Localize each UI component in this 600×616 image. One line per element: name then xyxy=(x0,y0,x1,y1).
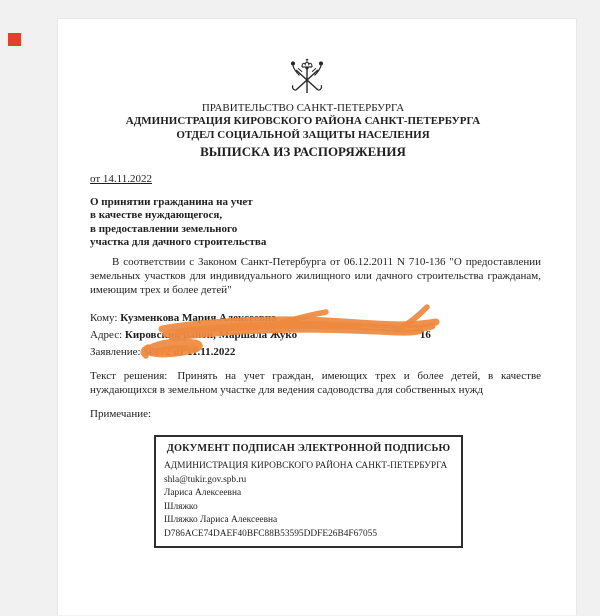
address-redacted: Маршала Жуко xyxy=(218,329,298,341)
recipient-label: Кому: xyxy=(90,312,118,324)
header-government-line: ПРАВИТЕЛЬСТВО САНКТ-ПЕТЕРБУРГА xyxy=(201,102,405,114)
decision-paragraph xyxy=(90,370,541,398)
header-department-line: ОТДЕЛ СОЦИАЛЬНОЙ ЗАЩИТЫ НАСЕЛЕНИЯ xyxy=(176,128,430,141)
signature-full-name: Шляжко Лариса Алексеевна xyxy=(164,515,278,525)
document-date: от 14.11.2022 xyxy=(90,173,153,185)
intro-paragraph: В соответствии с Законом Санкт-Петербурга от 06.12.2011 N 710-136 "О предоставлении земельных участков для индивидуального жилищного или дачного строительства гражданам, имеющим трех и более детей" xyxy=(90,256,541,296)
signature-certificate-hash: D786ACE74DAEF40BFC88B53595DDFE26B4F67055 xyxy=(164,528,378,539)
subject-line: в качестве нуждающегося, xyxy=(90,209,223,222)
application-number-redacted: 017 xyxy=(148,346,166,358)
recipient-line xyxy=(90,312,277,324)
subject-line: в предоставлении земельного xyxy=(90,222,238,235)
subject-line: участка для дачного строительства xyxy=(90,236,267,249)
application-date: от 11.11.2022 xyxy=(173,346,236,358)
address-line xyxy=(90,329,431,341)
decision-text: Принять на учет граждан, имеющих трех и более детей, в качестве нуждающихся в земельном участке для ведения садоводства для собственных нужд xyxy=(90,370,541,396)
decision-label: Текст решения: xyxy=(90,370,168,382)
document-title: ВЫПИСКА ИЗ РАСПОРЯЖЕНИЯ xyxy=(200,144,406,160)
header-administration-line: АДМИНИСТРАЦИЯ КИРОВСКОГО РАЙОНА САНКТ-ПЕТЕРБУРГА xyxy=(125,115,481,128)
address-visible: Кировский район, xyxy=(124,329,216,341)
document-header xyxy=(58,102,548,160)
signature-first-middle-name: Лариса Алексеевна xyxy=(164,488,242,498)
address-label: Адрес: xyxy=(90,329,123,341)
signature-organization: АДМИНИСТРАЦИЯ КИРОВСКОГО РАЙОНА САНКТ-ПЕТЕРБУРГА xyxy=(164,461,448,471)
application-line xyxy=(90,346,235,358)
signature-last-name: Шляжко xyxy=(164,501,198,512)
application-label: Заявление: xyxy=(90,346,141,358)
address-redacted-end: 16 xyxy=(419,329,431,341)
subject-block xyxy=(90,196,266,250)
signature-box-title: ДОКУМЕНТ ПОДПИСАН ЭЛЕКТРОННОЙ ПОДПИСЬЮ xyxy=(166,443,451,454)
application-number-start: 5 xyxy=(143,346,149,358)
recipient-name: Кузменкова Мария Алексеевна xyxy=(120,312,277,324)
signature-email: shla@tukir.gov.spb.ru xyxy=(164,474,247,485)
signature-box-lines xyxy=(164,460,461,541)
note-label: Примечание: xyxy=(90,408,152,420)
red-marker xyxy=(8,33,21,46)
subject-line: О принятии гражданина на учет xyxy=(90,196,253,208)
document-page xyxy=(57,18,577,615)
application-number-end: 2 xyxy=(165,346,171,358)
spb-coat-of-arms-icon xyxy=(285,57,329,99)
signature-box xyxy=(154,435,463,548)
